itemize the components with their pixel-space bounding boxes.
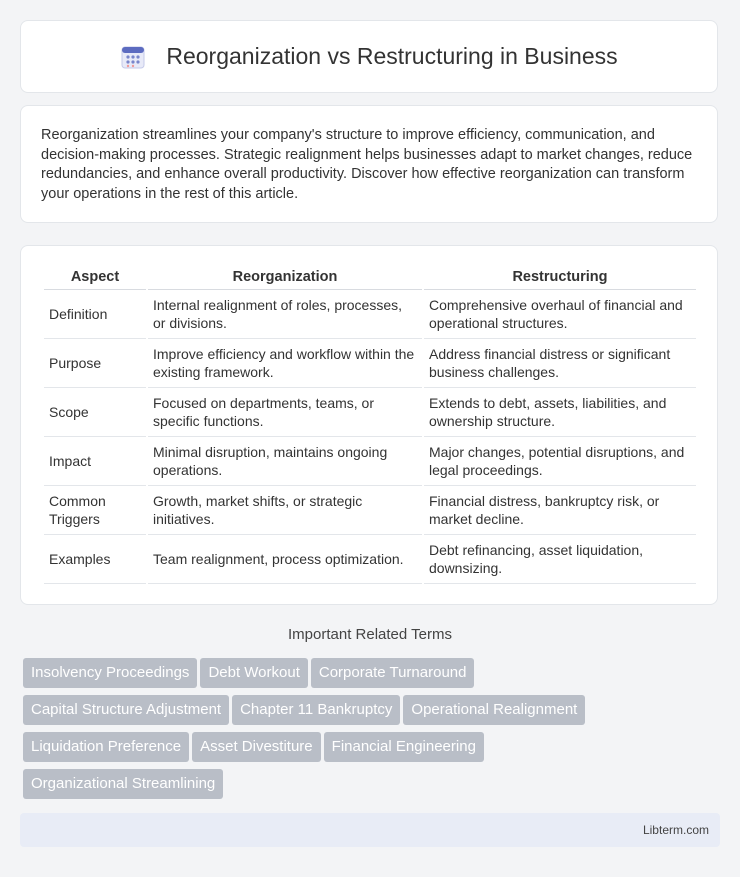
aspect-cell: Impact <box>44 437 146 486</box>
table-row <box>44 339 696 388</box>
reorganization-cell: Minimal disruption, maintains ongoing operations. <box>148 437 422 486</box>
restructuring-cell: Extends to debt, assets, liabilities, and ownership structure. <box>424 388 696 437</box>
header-aspect: Aspect <box>44 264 146 290</box>
related-terms-list <box>23 658 723 806</box>
page-title: Reorganization vs Restructuring in Business <box>166 43 618 69</box>
related-term-tag[interactable]: Asset Divestiture <box>192 732 321 762</box>
restructuring-cell: Debt refinancing, asset liquidation, downsizing. <box>424 535 696 584</box>
table-row <box>44 388 696 437</box>
aspect-cell: Examples <box>44 535 146 584</box>
intro-card <box>20 105 718 223</box>
reorganization-cell: Focused on departments, teams, or specific functions. <box>148 388 422 437</box>
comparison-card <box>20 245 718 605</box>
related-term-tag[interactable]: Debt Workout <box>200 658 307 688</box>
table-row <box>44 437 696 486</box>
reorganization-cell: Internal realignment of roles, processes, or divisions. <box>148 290 422 339</box>
calendar-grid-icon <box>120 44 146 70</box>
footer-link[interactable]: Libterm.com <box>642 823 709 837</box>
header-card <box>20 20 718 93</box>
intro-text: Reorganization streamlines your company's structure to improve efficiency, communication, and decision-making processes. Strategic realignment helps businesses adapt to market changes, reduce redundancies, and enhance overall productivity. Discover how effective reorganization can transform your operations in the rest of this article. <box>41 127 693 202</box>
comparison-table <box>42 264 698 584</box>
table-row <box>44 535 696 584</box>
aspect-cell: Definition <box>44 290 146 339</box>
aspect-cell: Scope <box>44 388 146 437</box>
aspect-cell: Purpose <box>44 339 146 388</box>
related-term-tag[interactable]: Financial Engineering <box>324 732 484 762</box>
restructuring-cell: Address financial distress or significant business challenges. <box>424 339 696 388</box>
restructuring-cell: Financial distress, bankruptcy risk, or market decline. <box>424 486 696 535</box>
related-term-tag[interactable]: Chapter 11 Bankruptcy <box>232 695 400 725</box>
related-term-tag[interactable]: Operational Realignment <box>403 695 585 725</box>
footer <box>20 813 720 847</box>
reorganization-cell: Growth, market shifts, or strategic initiatives. <box>148 486 422 535</box>
related-term-tag[interactable]: Organizational Streamlining <box>23 769 223 799</box>
header-reorganization: Reorganization <box>148 264 422 290</box>
related-term-tag[interactable]: Liquidation Preference <box>23 732 189 762</box>
related-term-tag[interactable]: Insolvency Proceedings <box>23 658 197 688</box>
related-term-tag[interactable]: Capital Structure Adjustment <box>23 695 229 725</box>
header-restructuring: Restructuring <box>424 264 696 290</box>
aspect-cell: Common Triggers <box>44 486 146 535</box>
table-row <box>44 486 696 535</box>
table-header-row <box>44 264 696 290</box>
related-terms-title: Important Related Terms <box>288 626 452 643</box>
related-term-tag[interactable]: Corporate Turnaround <box>311 658 475 688</box>
reorganization-cell: Team realignment, process optimization. <box>148 535 422 584</box>
reorganization-cell: Improve efficiency and workflow within the existing framework. <box>148 339 422 388</box>
restructuring-cell: Comprehensive overhaul of financial and operational structures. <box>424 290 696 339</box>
restructuring-cell: Major changes, potential disruptions, and legal proceedings. <box>424 437 696 486</box>
table-row <box>44 290 696 339</box>
